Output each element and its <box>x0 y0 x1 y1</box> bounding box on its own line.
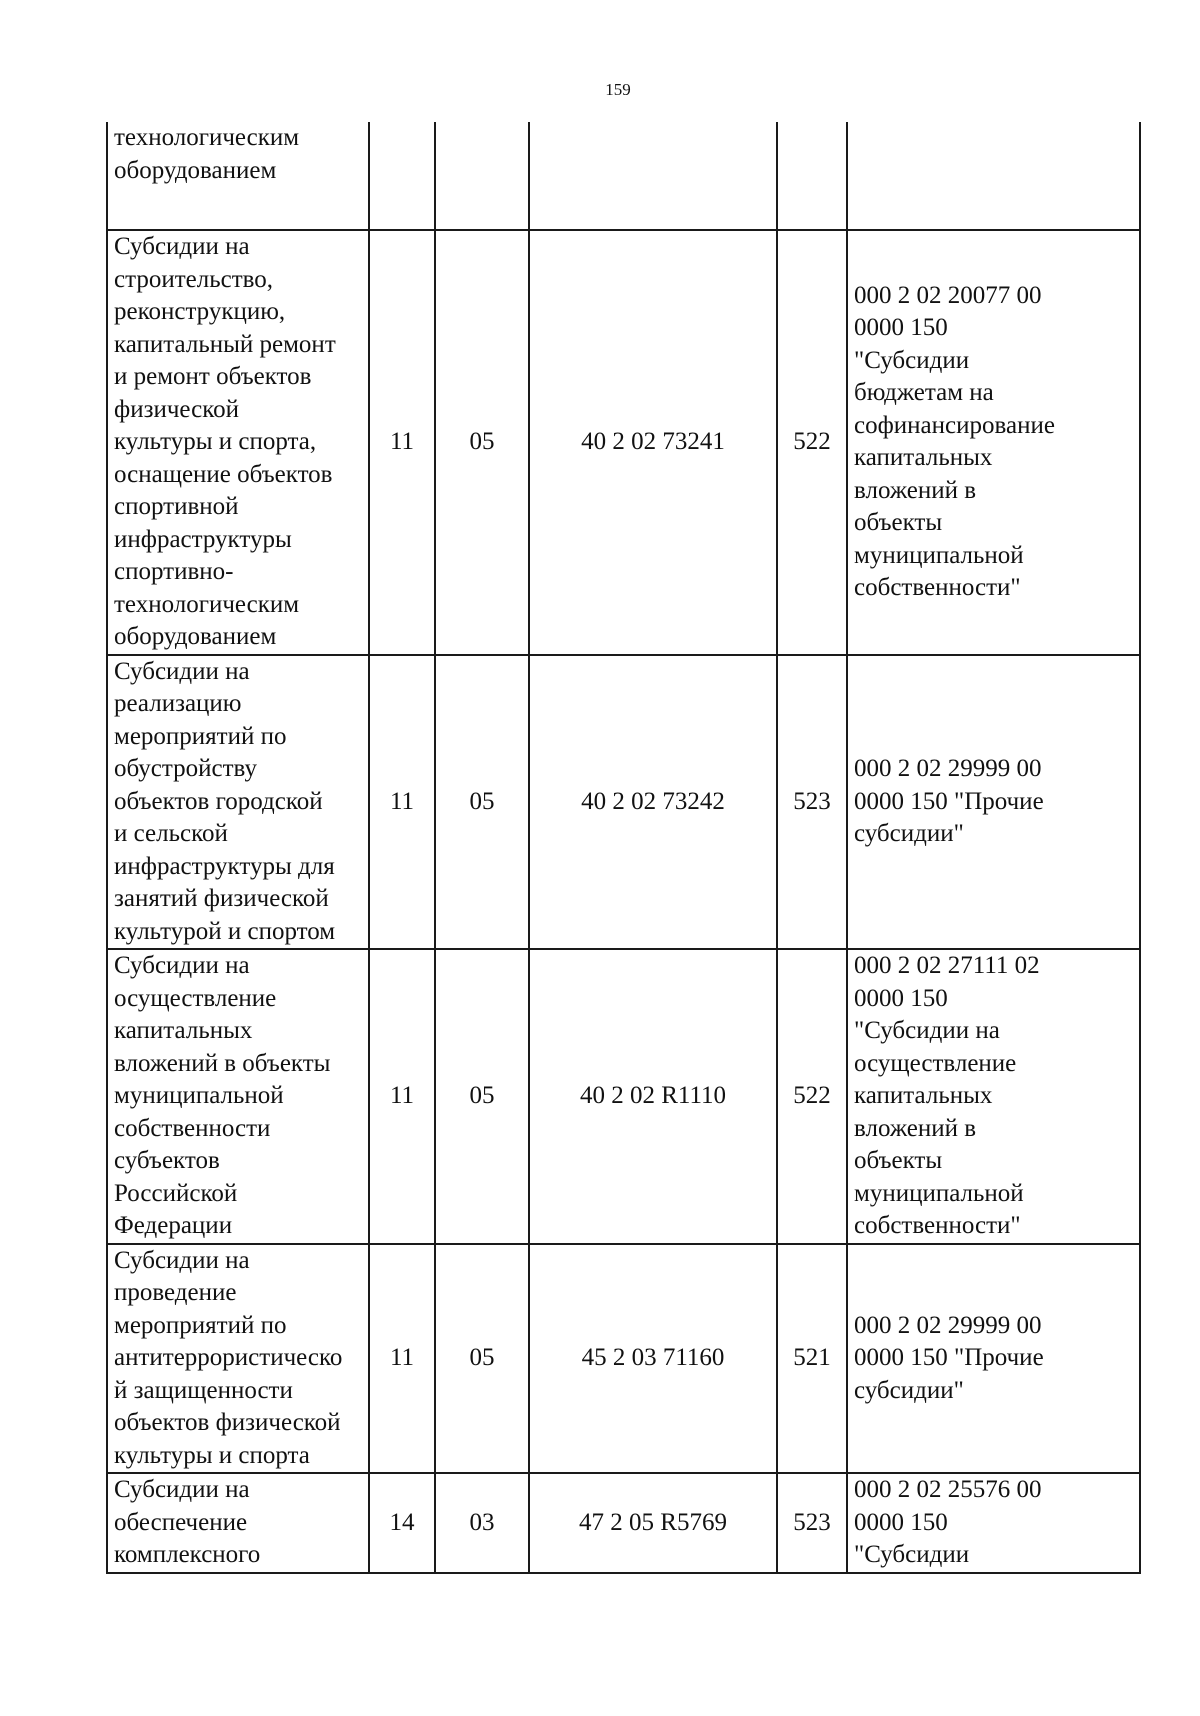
expense-name-line: спортивной <box>114 493 239 520</box>
expense-name-line: капитальных <box>114 1017 253 1044</box>
expense-name-line: Субсидии на <box>114 1476 250 1503</box>
income-code-line: 0000 150 "Прочие <box>854 1344 1044 1371</box>
income-code-line: бюджетам на <box>854 379 994 407</box>
income-code-cell <box>847 122 1140 230</box>
expense-name-line: строительство, <box>114 265 274 293</box>
expense-name-line: оснащение объектов <box>114 460 333 488</box>
budget-table-body <box>107 122 1140 1573</box>
income-code-cell <box>847 949 1140 1244</box>
income-code-line: 000 2 02 29999 00 <box>854 1311 1042 1339</box>
expense-type-cell <box>777 655 847 950</box>
section-value: 11 <box>389 787 415 815</box>
budget-table <box>106 122 1141 1574</box>
income-code-line: 0000 150 <box>854 1508 948 1536</box>
income-code-line: капитальных <box>854 1082 993 1109</box>
target-article-cell <box>529 949 777 1244</box>
expense-name-cell <box>107 230 369 655</box>
income-code-cell <box>847 230 1140 655</box>
section-value: 14 <box>389 1508 415 1536</box>
income-code-line: капитальных <box>854 444 993 472</box>
expense-name-line: инфраструктуры для <box>114 852 335 880</box>
expense-name-cell <box>107 655 369 950</box>
target-article-cell <box>529 230 777 655</box>
income-code-line: объекты <box>854 1147 943 1174</box>
income-code-line: 0000 150 "Прочие <box>854 787 1044 815</box>
target-article-value: 45 2 03 71160 <box>581 1344 725 1371</box>
income-code-line: объекты <box>854 509 943 537</box>
subsection-cell <box>435 949 529 1244</box>
income-code-line: муниципальной <box>854 1179 1024 1207</box>
section-value: 11 <box>389 1344 415 1371</box>
expense-type-cell <box>777 1473 847 1573</box>
expense-name-line: обеспечение <box>114 1508 248 1536</box>
expense-name-line: культурой и спортом <box>114 917 336 945</box>
income-code-cell <box>847 1244 1140 1474</box>
expense-name-line: Федерации <box>114 1212 233 1239</box>
expense-type-cell <box>777 230 847 655</box>
subsection-cell <box>435 122 529 230</box>
expense-name-line: объектов физической <box>114 1409 341 1436</box>
section-cell <box>369 1473 435 1573</box>
expense-name-line: технологическим <box>114 124 300 151</box>
expense-name-cell <box>107 1473 369 1573</box>
income-code-cell <box>847 655 1140 950</box>
section-cell <box>369 1244 435 1474</box>
income-code-line: собственности" <box>854 574 1021 602</box>
expense-name-line: субъектов <box>114 1147 220 1174</box>
expense-type-value: 523 <box>793 1508 831 1536</box>
expense-type-cell <box>777 949 847 1244</box>
expense-name-line: обустройству <box>114 755 257 782</box>
income-code-line: осуществление <box>854 1049 1017 1077</box>
expense-name-line: осуществление <box>114 984 277 1012</box>
income-code-line: субсидии" <box>854 1376 964 1404</box>
expense-name-line: Субсидии на <box>114 1246 250 1274</box>
target-article-value: 40 2 02 R1110 <box>579 1082 727 1109</box>
subsection-cell <box>435 230 529 655</box>
section-value: 11 <box>389 428 415 455</box>
section-cell <box>369 655 435 950</box>
section-cell <box>369 949 435 1244</box>
section-value: 11 <box>389 1082 415 1109</box>
income-code-line: вложений в <box>854 476 977 504</box>
expense-type-value: 522 <box>793 428 831 455</box>
table-row <box>107 122 1140 230</box>
subsection-value: 05 <box>469 1344 495 1371</box>
expense-name-line: вложений в объекты <box>114 1049 331 1077</box>
income-code-cell <box>847 1473 1140 1573</box>
subsection-value: 05 <box>469 1082 495 1109</box>
expense-name-line: оборудованием <box>114 623 277 650</box>
subsection-value: 03 <box>469 1508 495 1536</box>
budget-table-container <box>106 122 1141 1574</box>
income-code-line: муниципальной <box>854 541 1024 569</box>
expense-type-cell <box>777 122 847 230</box>
expense-name-line: культуры и спорта, <box>114 428 317 455</box>
section-cell <box>369 230 435 655</box>
expense-name-cell <box>107 122 369 230</box>
page-number: 159 <box>605 80 631 99</box>
expense-name-cell <box>107 1244 369 1474</box>
expense-name-line: капитальный ремонт <box>114 330 336 358</box>
income-code-line: субсидии" <box>854 820 964 847</box>
income-code-line: 000 2 02 29999 00 <box>854 755 1042 782</box>
expense-name-line: занятий физической <box>114 885 329 912</box>
target-article-cell <box>529 655 777 950</box>
target-article-value: 40 2 02 73242 <box>581 787 725 815</box>
expense-type-value: 523 <box>793 787 831 815</box>
expense-name-cell <box>107 949 369 1244</box>
expense-name-line: Субсидии на <box>114 233 250 260</box>
section-cell <box>369 122 435 230</box>
expense-name-line: и сельской <box>114 820 228 847</box>
subsection-value: 05 <box>469 428 495 455</box>
expense-name-line: реконструкцию, <box>114 298 286 325</box>
income-code-line: вложений в <box>854 1114 977 1142</box>
table-row <box>107 1244 1140 1474</box>
expense-type-value: 522 <box>793 1082 831 1109</box>
expense-name-line: и ремонт объектов <box>114 363 312 390</box>
expense-name-line: Субсидии на <box>114 657 250 685</box>
subsection-cell <box>435 655 529 950</box>
expense-name-line: Российской <box>114 1179 238 1207</box>
expense-name-line: мероприятий по <box>114 722 287 750</box>
subsection-cell <box>435 1473 529 1573</box>
expense-type-cell <box>777 1244 847 1474</box>
expense-name-line: физической <box>114 395 239 423</box>
income-code-line: 0000 150 <box>854 984 948 1012</box>
target-article-cell <box>529 1473 777 1573</box>
expense-name-line: собственности <box>114 1114 271 1142</box>
income-code-line: 000 2 02 25576 00 <box>854 1476 1042 1503</box>
expense-name-line: объектов городской <box>114 787 323 815</box>
expense-name-line: комплексного <box>114 1541 261 1568</box>
expense-type-value: 521 <box>793 1344 831 1371</box>
expense-name-line: культуры и спорта <box>114 1441 310 1469</box>
expense-name-line: оборудованием <box>114 156 277 184</box>
subsection-value: 05 <box>469 787 495 815</box>
table-row <box>107 949 1140 1244</box>
expense-name-line: реализацию <box>114 690 242 717</box>
expense-name-line: спортивно- <box>114 558 234 585</box>
target-article-value: 47 2 05 R5769 <box>579 1508 727 1536</box>
expense-name-line: мероприятий по <box>114 1311 287 1339</box>
expense-name-line: Субсидии на <box>114 952 250 979</box>
income-code-line: "Субсидии на <box>854 1017 1000 1044</box>
table-row <box>107 655 1140 950</box>
expense-name-line: й защищенности <box>114 1376 293 1404</box>
target-article-cell <box>529 122 777 230</box>
subsection-cell <box>435 1244 529 1474</box>
expense-name-line: проведение <box>114 1279 237 1306</box>
income-code-line: софинансирование <box>854 411 1055 439</box>
income-code-line: 000 2 02 27111 02 <box>854 952 1040 979</box>
income-code-line: "Субсидии <box>854 1541 970 1568</box>
expense-name-line: технологическим <box>114 590 300 618</box>
income-code-line: собственности" <box>854 1212 1021 1239</box>
income-code-line: 000 2 02 20077 00 <box>854 281 1042 309</box>
income-code-line: "Субсидии <box>854 346 970 374</box>
table-row <box>107 1473 1140 1573</box>
table-row <box>107 230 1140 655</box>
target-article-value: 40 2 02 73241 <box>581 428 725 455</box>
expense-name-line: инфраструктуры <box>114 525 292 553</box>
expense-name-line: антитеррористическо <box>114 1344 343 1371</box>
income-code-line: 0000 150 <box>854 314 948 342</box>
target-article-cell <box>529 1244 777 1474</box>
expense-name-line: муниципальной <box>114 1082 284 1109</box>
